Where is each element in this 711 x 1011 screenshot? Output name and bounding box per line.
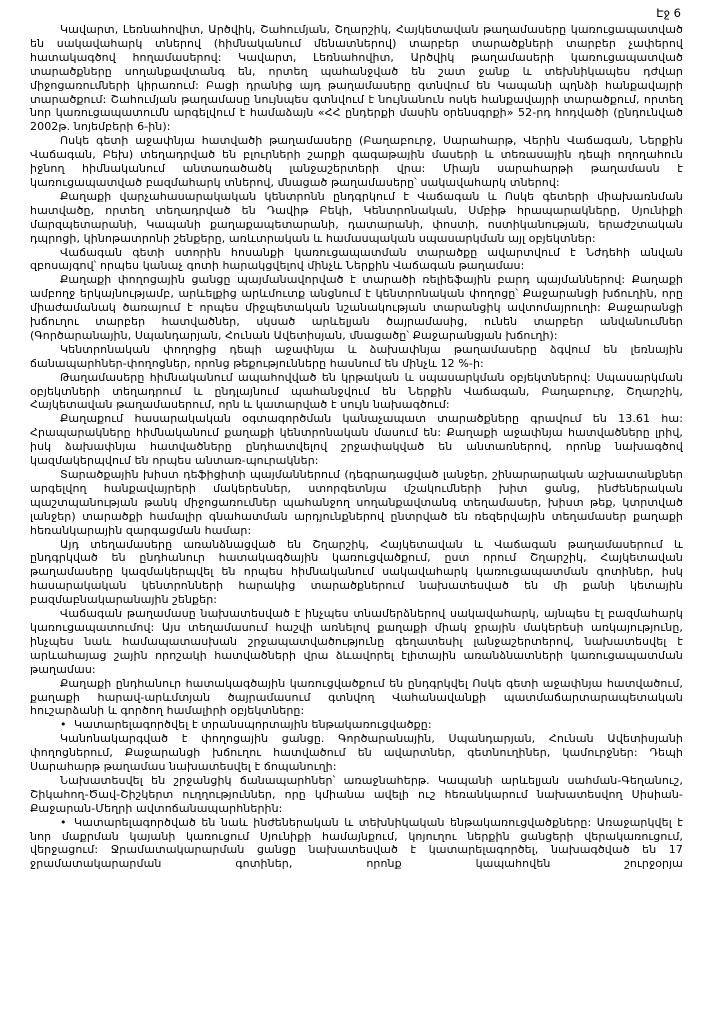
paragraph: Կանոնակարգված է փողոցային ցանցը. Գործարանային, Սպանդարյան, Հունան Ավետիսյանի փողոցներում, Քաջարանցի խճուղու հատվածում են ավարտներ, գետնուղիներ, կամուրջներ: Դեպի Սարահարթ թաղամաս նախատեսվել է ճոպանուղի: [30, 732, 683, 774]
paragraph: Վաճագան գետի ստորին հոսանքի կառուցապատման տարածքը ավարտվում է Նժդեհի անվան զբոսայգով՝ որպես կանաչ գոտի հարակցվելով մինչև Ներքին Վաճագան թաղամաս: [30, 245, 683, 273]
paragraph: Քաղաքի ընդհանուր հատակագծային կառուցվածքում են ընդգրկվել Ոսկե գետի աջափնյա հատվածում, քաղաքի հարավ-արևմտյան ծայրամասում գտնվող Վահանավանքի պատմաճարտարապետական հուշարձանի և գործող համալիրի օբյեկտները: [30, 676, 683, 718]
paragraph: Թաղամասերը հիմնականում ապահովված են կրթական և սպասարկման օբյեկտներով: Սպասարկման օբյեկտների տեղադրում և ընդլայնում պահանջվում են Ներքին Վաճագան, Բաղաբուրջ, Շղարշիկ, Հայկետավան թաղամասերում, որն և կատարված է սույն նախագծում: [30, 370, 683, 412]
paragraph: Տարածքային խիստ դեֆիցիտի պայմաններում (դեգրադացված լանջեր, շինարարական աշխատանքներ արգելվող հանքավայրերի մակերեսներ, ստորգետնյա մշակումների խիտ ցանց, ինժեներական պաշտպանության թանկ միջոցառումներ պահանջող սողանքավտանգ տեղամասեր, խիստ թեք, կտրտված լանջեր) տարածքի համալիր գնահատման արդյունքներով ընտրված են ռեզերվային տեղամասեր քաղաքի հեռանկարային զարգացման համար: [30, 468, 683, 537]
paragraph: Քաղաքի փողոցային ցանցը պայմանավորված է տարածի ռելիեֆային բարդ պայմաններով: Քաղաքի ամբողջ երկայնությամբ, արևելքից արևմուտք անցնում է կենտրոնական փողոցը՝ Քաջարանցի խճուղին, որը միաժամանակ ծառայում է որպես միջպետական նշանակության տարանցիկ ավտոմայրուղի: Քաջարանցի խճուղու տարբեր հատվածներ, սկսած արևելյան ծայրամասից, ունեն տարբեր անվանումներ (Գործարանային, Սպանդարյան, Հունան Ավետիսյան, մնացածը՝ Քաջարանցյան խճուղի): [30, 273, 683, 342]
page-number: Էջ 6 [656, 6, 681, 20]
paragraph: Քաղաքում հասարակական օգտագործման կանաչապատ տարածքները գրավում են 13.61 հա: Հրապարակները հիմնականում քաղաքի կենտրոնական մասում են: Քաղաքի աջափնյա հատվածները լրիվ, իսկ ձախափնյա հատվածները ընդհատվելով շրջափակված են անտառներով, որոնք նախագծով կազմակերպվում են որպես անտառ-պուրակներ: [30, 412, 683, 468]
paragraph: Այդ տեղամասերը առանձնացված են Շղարշիկ, Հայկետավան և Վաճագան թաղամասերում և ընդգրկված են ընդհանուր հատակագծային կառուցվածքում, ըստ որում Շղարշիկ, Հայկետավան թաղամասերը կազմակերպվել են որպես հիմնականում սակավահարկ կառուցապատման գոտիներ, իսկ հասարակական կենտրոնների հարակից տարածքներում նախատեսված են մի քանի կետային բազմաբնակարանային շենքեր: [30, 537, 683, 607]
paragraph: Քաղաքի վարչահասարակական կենտրոնն ընդգրկում է Վաճագան և Ոսկե գետերի միախառնման հատվածը, որտեղ տեղադրված են Դավիթ Բեկի, Կենտրոնական, Սմբիթ հրապարակները, Սյունիքի մարզպետարանի, Կապանի քաղաքապետարանի, դատարանի, փոստի, ոստիկանության, երաժշտական դպրոցի, կինոթատրոնի շենքերը, առևտրական և համասպական սպասարկման այլ օբյեկտներ: [30, 189, 683, 245]
document-body [30, 23, 683, 871]
paragraph: Վաճագան թաղամասը նախատեսված է ինչպես տնամերձներով սակավահարկ, այնպես էլ բազմահարկ կառուցապատումով: Այս տեղամասում հաշվի առնելով քաղաքի միակ ջրային մակերեսի առկայությունը, ինչպես նաև համապատասխան շրջապատվածությունը գեղատեսիլ լանջաշերտերով, նախատեսվել է արևահայաց շային որոշակի հատվածների վրա ձևավորել էլիտային առանձնատների կառուցապատման թաղամաս: [30, 607, 683, 676]
bullet-paragraph [30, 816, 683, 872]
paragraph: Նախատեսվել են շրջանցիկ ճանապարհներ՝ առաջնահերթ. Կապանի արևելյան սահման-Գեղանուշ, Շիկահող-Ծավ-Շիշկերտ ուղղություններ, որը կմիանա ավելի ուշ հեռանկարում նախատեսվող Սիսիան-Քաջարան-Մեղրի ավտոճանապարհներին: [30, 773, 683, 815]
bullet-text: Կատարելագործվել է տրանսպորտային ենթակառուցվածքը: [74, 718, 432, 732]
bullet-icon: • [60, 815, 67, 829]
bullet-paragraph [30, 718, 683, 732]
paragraph: Կենտրոնական փողոցից դեպի աջափնյա և ձախափնյա թաղամասերը ձգվում են լեռնային ճանապարհներ-փողոցներ, որոնց թեքությունները հասնում են մինչև 12 %-ի: [30, 342, 683, 370]
bullet-icon: • [60, 718, 67, 732]
bullet-text: Կատարելագործված են նաև ինժեներական և տեխնիկական ենթակառուցվածքները: Առաջարկվել է նոր մաքրման կայանի կառուցում Սյունիքի համայնքում, կոյուղու ներքին ցանցերի վերակառուցում, վերջացում: Ջրամատակարարման ցանցը նախատեսված է կատարելագործել, նախագծված են 17 ջրամատակարարման գոտիներ, որոնք կապահովեն շուրջօրյա [30, 815, 683, 871]
paragraph: Կավարտ, Լեռնահովիտ, Արծվիկ, Շահումյան, Շղարշիկ, Հայկետավան թաղամասերը կառուցապատված են սակավահարկ տներով (հիմնականում մենատներով) տարբեր տարածքների տարբեր չափերով հատակագծով հողամասերով: Կավարտ, Լեռնահովիտ, Արծվիկ թաղամասերի կառուցապատված տարածքները սողանքավտանգ են, որտեղ պահանջված են շատ ջանք և տեխնիկապես դժվար միջոցառումների կիրառում: Բացի դրանից այդ թաղամասերը գտնվում են Կապանի պղնձի հանքավայրի տարածքում: Շահումյան թաղամասը նույնպես գտնվում է նույնանուն ոսկե հանքավայրի տարածքում, որտեղ նոր կառուցապատումն արգելվում է համաձայն «ՀՀ ընդերքի մասին օրենսգրքի» 52-րդ հոդվածի (ընդունված 2002թ. նոյեմբերի 6-ին): [30, 23, 683, 134]
paragraph: Ոսկե գետի աջափնյա հատվածի թաղամասերը (Բաղաբուրջ, Սարահարթ, Վերին Վաճագան, Ներքին Վաճագան, Բեխ) տեղադրված են բլուրների շարքի գագաթային մասերի և տեռասային դեպի ողողահուն իջնող հիմնականում անտառածածկ լանջաշերտերի վրա: Միայն սարահարթի թաղամասն է կառուցապատված բազմահարկ տներով, մնացած թաղամասերը՝ սակավահարկ տներով: [30, 134, 683, 189]
